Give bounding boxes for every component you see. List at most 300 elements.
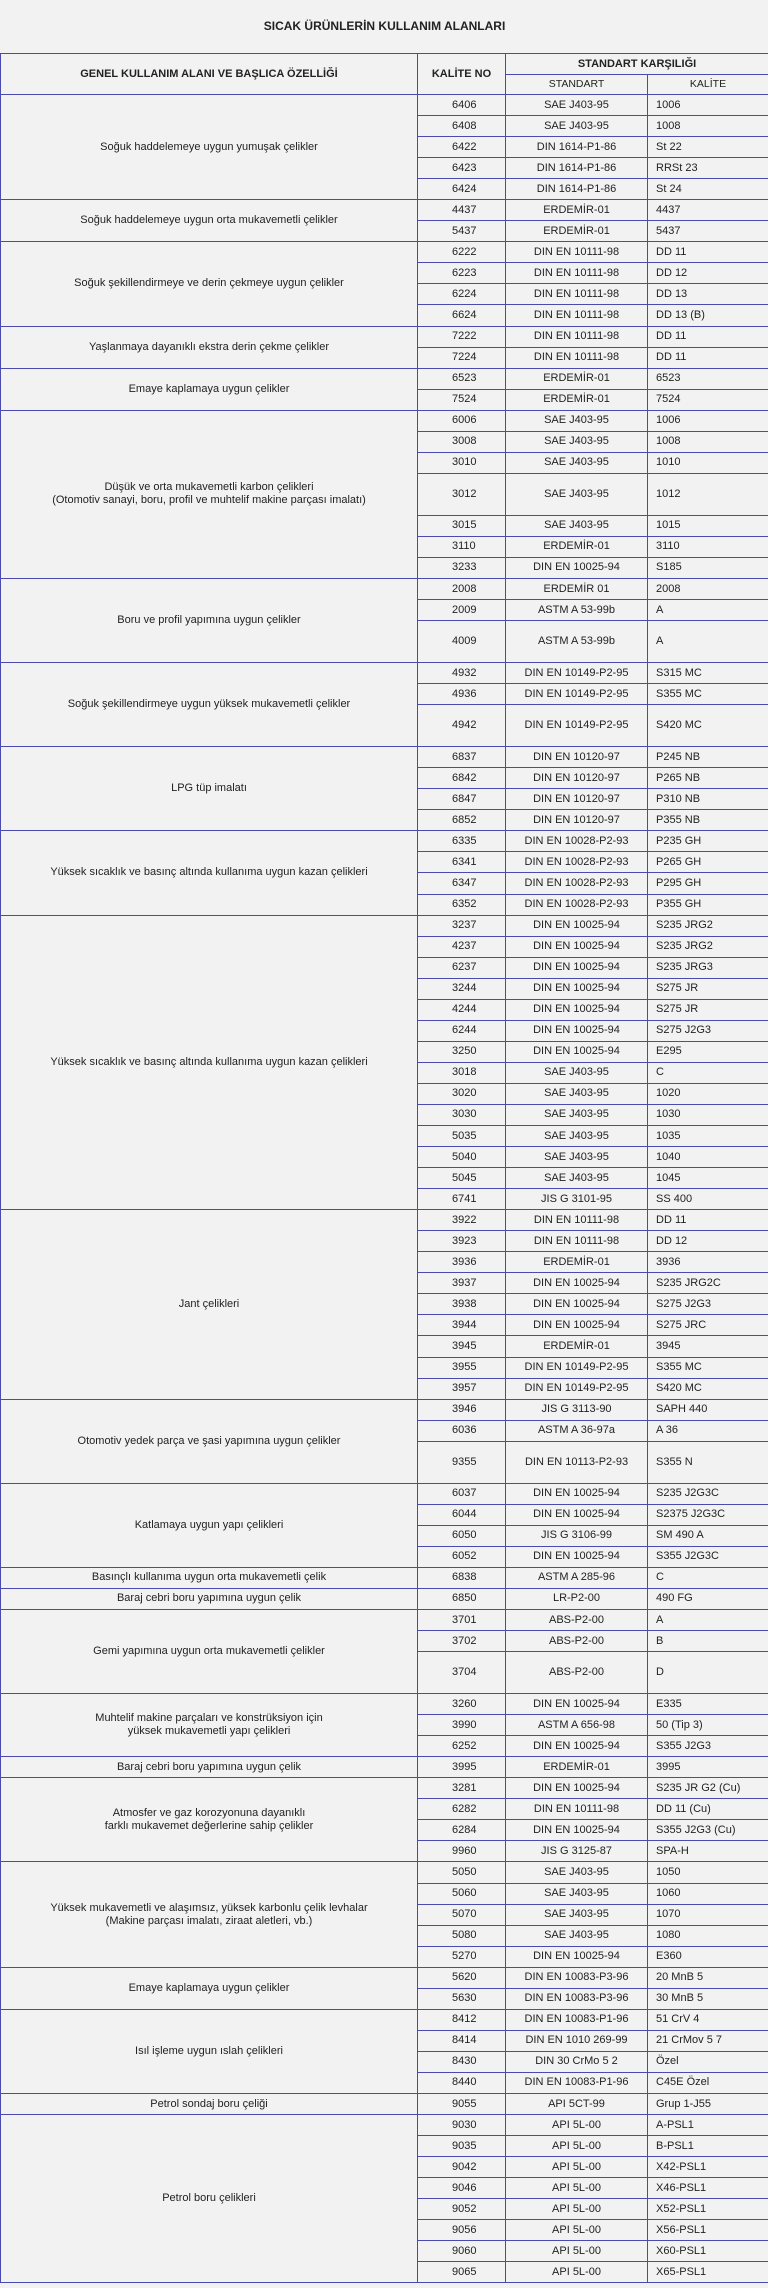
quality-cell: DD 11 — [648, 1210, 768, 1231]
standard-cell: DIN EN 10028-P2-93 — [506, 852, 648, 873]
usage-cell — [1, 578, 418, 662]
quality-no-cell: 6424 — [418, 179, 506, 200]
quality-cell: St 24 — [648, 179, 768, 200]
quality-no-cell: 6842 — [418, 768, 506, 789]
quality-no-cell: 3957 — [418, 1378, 506, 1399]
quality-cell: 7524 — [648, 389, 768, 410]
quality-no-cell: 5437 — [418, 221, 506, 242]
standard-cell: DIN EN 10025-94 — [506, 1820, 648, 1841]
quality-no-cell: 6050 — [418, 1525, 506, 1546]
standard-cell: DIN EN 10111-98 — [506, 284, 648, 305]
quality-no-cell: 4936 — [418, 684, 506, 705]
standard-cell: DIN EN 10149-P2-95 — [506, 663, 648, 684]
standard-cell: DIN EN 10120-97 — [506, 810, 648, 831]
quality-cell: 3995 — [648, 1757, 768, 1778]
usage-text: Yüksek sıcaklık ve basınç altında kullanıma uygun kazan çelikleri — [50, 866, 368, 879]
usage-cell — [1, 368, 418, 410]
standard-cell: DIN 1614-P1-86 — [506, 158, 648, 179]
table-row — [1, 95, 768, 116]
standard-cell: API 5CT-99 — [506, 2093, 648, 2114]
standard-cell: ABS-P2-00 — [506, 1652, 648, 1694]
quality-no-cell: 3945 — [418, 1336, 506, 1357]
quality-cell: SAPH 440 — [648, 1399, 768, 1420]
header-standard: STANDART — [506, 75, 648, 95]
quality-cell: 1045 — [648, 1168, 768, 1189]
standard-cell: DIN EN 10111-98 — [506, 1231, 648, 1252]
quality-cell: SS 400 — [648, 1189, 768, 1210]
standard-cell: DIN EN 10083-P1-96 — [506, 2072, 648, 2093]
quality-cell: Özel — [648, 2051, 768, 2072]
usage-text: Soğuk şekillendirmeye uygun yüksek mukavemetli çelikler — [67, 698, 351, 711]
quality-cell: 1030 — [648, 1104, 768, 1125]
quality-cell: P295 GH — [648, 873, 768, 894]
standard-cell: DIN EN 10025-94 — [506, 1778, 648, 1799]
table-row — [1, 1778, 768, 1799]
quality-cell: SM 490 A — [648, 1525, 768, 1546]
quality-cell: P265 GH — [648, 852, 768, 873]
usage-text: Emaye kaplamaya uygun çelikler — [128, 1981, 290, 1994]
standard-cell: ERDEMİR-01 — [506, 221, 648, 242]
usage-cell — [1, 1967, 418, 2009]
standard-cell: DIN EN 10028-P2-93 — [506, 873, 648, 894]
standard-cell: API 5L-00 — [506, 2220, 648, 2241]
standard-cell: DIN EN 10025-94 — [506, 936, 648, 957]
quality-cell: E335 — [648, 1694, 768, 1715]
usage-text: Düşük ve orta mukavemetli karbon çelikleri — [104, 481, 314, 494]
table-row — [1, 1399, 768, 1420]
quality-no-cell: 3250 — [418, 1041, 506, 1062]
quality-no-cell: 3701 — [418, 1610, 506, 1631]
standard-cell: DIN EN 10083-P3-96 — [506, 1967, 648, 1988]
table-row — [1, 1694, 768, 1715]
standard-cell: SAE J403-95 — [506, 116, 648, 137]
quality-cell: X60-PSL1 — [648, 2241, 768, 2262]
standard-cell: SAE J403-95 — [506, 1168, 648, 1189]
quality-no-cell: 5080 — [418, 1925, 506, 1946]
quality-no-cell: 9046 — [418, 2178, 506, 2199]
quality-no-cell: 3018 — [418, 1062, 506, 1083]
quality-cell: S235 JR G2 (Cu) — [648, 1778, 768, 1799]
quality-cell: 3110 — [648, 536, 768, 557]
standard-cell: DIN EN 10111-98 — [506, 305, 648, 326]
standard-cell: DIN 1614-P1-86 — [506, 179, 648, 200]
quality-cell: 1006 — [648, 95, 768, 116]
quality-no-cell: 6347 — [418, 873, 506, 894]
quality-cell: S355 MC — [648, 1357, 768, 1378]
standard-cell: ERDEMİR-01 — [506, 1336, 648, 1357]
quality-cell: S275 JRC — [648, 1315, 768, 1336]
usage-cell — [1, 1862, 418, 1967]
quality-no-cell: 9055 — [418, 2093, 506, 2114]
usage-cell — [1, 915, 418, 1210]
usage-cell — [1, 1694, 418, 1757]
quality-cell: 1008 — [648, 431, 768, 452]
standard-cell: SAE J403-95 — [506, 1126, 648, 1147]
usage-cell — [1, 1757, 418, 1778]
quality-no-cell: 4009 — [418, 621, 506, 663]
standard-cell: DIN EN 10111-98 — [506, 263, 648, 284]
table-row — [1, 1210, 768, 1231]
standard-cell: SAE J403-95 — [506, 1883, 648, 1904]
quality-no-cell: 3937 — [418, 1273, 506, 1294]
standard-cell: DIN EN 10025-94 — [506, 978, 648, 999]
table-title: SICAK ÜRÜNLERİN KULLANIM ALANLARI — [1, 0, 768, 54]
standard-cell: LR-P2-00 — [506, 1588, 648, 1609]
table-row — [1, 1588, 768, 1609]
standard-cell: ASTM A 36-97a — [506, 1420, 648, 1441]
quality-cell: 1020 — [648, 1083, 768, 1104]
quality-no-cell: 3938 — [418, 1294, 506, 1315]
usage-text: Yüksek mukavemetli ve alaşımsız, yüksek karbonlu çelik levhalar — [50, 1901, 368, 1914]
quality-cell: S275 J2G3 — [648, 1294, 768, 1315]
usage-text: Gemi yapımına uygun orta mukavemetli çelikler — [93, 1645, 325, 1658]
quality-no-cell: 2009 — [418, 600, 506, 621]
quality-cell: 1008 — [648, 116, 768, 137]
table-row — [1, 578, 768, 599]
quality-no-cell: 8440 — [418, 2072, 506, 2093]
standard-cell: ASTM A 53-99b — [506, 600, 648, 621]
quality-no-cell: 3955 — [418, 1357, 506, 1378]
quality-no-cell: 6252 — [418, 1736, 506, 1757]
quality-cell: DD 13 — [648, 284, 768, 305]
standard-cell: DIN 1614-P1-86 — [506, 137, 648, 158]
table-row — [1, 1483, 768, 1504]
quality-cell: 1006 — [648, 410, 768, 431]
quality-cell: 50 (Tip 3) — [648, 1715, 768, 1736]
usage-text: Basınçlı kullanıma uygun orta mukavemetli çelik — [91, 1571, 327, 1584]
standard-cell: SAE J403-95 — [506, 1104, 648, 1125]
quality-no-cell: 6422 — [418, 137, 506, 158]
usage-text: Soğuk haddelemeye uygun yumuşak çelikler — [100, 140, 318, 153]
table-body — [1, 95, 768, 2283]
quality-no-cell: 3260 — [418, 1694, 506, 1715]
quality-no-cell: 4244 — [418, 999, 506, 1020]
usage-text: Isıl işleme uygun ıslah çelikleri — [135, 2044, 283, 2057]
quality-no-cell: 6282 — [418, 1799, 506, 1820]
table-row — [1, 663, 768, 684]
quality-no-cell: 6847 — [418, 789, 506, 810]
quality-no-cell: 4237 — [418, 936, 506, 957]
quality-cell: 51 CrV 4 — [648, 2009, 768, 2030]
quality-no-cell: 6406 — [418, 95, 506, 116]
standard-cell: DIN EN 10025-94 — [506, 1946, 648, 1967]
table-row — [1, 326, 768, 347]
table-row — [1, 2115, 768, 2136]
usage-text-line2: farklı mukavemet değerlerine sahip çelikler — [104, 1819, 314, 1832]
standard-cell: SAE J403-95 — [506, 431, 648, 452]
quality-no-cell: 6037 — [418, 1483, 506, 1504]
quality-cell: B-PSL1 — [648, 2136, 768, 2157]
quality-no-cell: 9030 — [418, 2115, 506, 2136]
quality-cell: S235 JRG2 — [648, 915, 768, 936]
usage-text-line2: yüksek mukavemetli yapı çelikleri — [127, 1725, 291, 1738]
usage-text: Katlamaya uygun yapı çelikleri — [134, 1518, 284, 1531]
quality-cell: P245 NB — [648, 747, 768, 768]
standard-cell: DIN EN 10120-97 — [506, 747, 648, 768]
usage-text: Petrol boru çelikleri — [162, 2192, 256, 2205]
quality-cell: 1015 — [648, 515, 768, 536]
standard-cell: SAE J403-95 — [506, 452, 648, 473]
quality-no-cell: 3281 — [418, 1778, 506, 1799]
quality-cell: P235 GH — [648, 831, 768, 852]
quality-cell: SPA-H — [648, 1841, 768, 1862]
quality-no-cell: 3702 — [418, 1631, 506, 1652]
quality-cell: X65-PSL1 — [648, 2262, 768, 2283]
quality-cell: S235 JRG3 — [648, 957, 768, 978]
table-row — [1, 1567, 768, 1588]
quality-cell: DD 11 — [648, 326, 768, 347]
usage-cell — [1, 1778, 418, 1862]
quality-no-cell: 6352 — [418, 894, 506, 915]
quality-cell: S420 MC — [648, 1378, 768, 1399]
quality-no-cell: 6837 — [418, 747, 506, 768]
usage-text: Jant çelikleri — [178, 1297, 240, 1310]
quality-cell: S315 MC — [648, 663, 768, 684]
quality-cell: P265 NB — [648, 768, 768, 789]
quality-no-cell: 6223 — [418, 263, 506, 284]
standard-cell: ERDEMİR-01 — [506, 389, 648, 410]
usage-text: Atmosfer ve gaz korozyonuna dayanıklı — [112, 1806, 306, 1819]
table-row — [1, 1757, 768, 1778]
standard-cell: ASTM A 53-99b — [506, 621, 648, 663]
standard-cell: SAE J403-95 — [506, 1904, 648, 1925]
quality-cell: S2375 J2G3C — [648, 1504, 768, 1525]
quality-cell: 1040 — [648, 1147, 768, 1168]
standard-cell: DIN EN 10025-94 — [506, 1020, 648, 1041]
standard-cell: ASTM A 656-98 — [506, 1715, 648, 1736]
standard-cell: DIN EN 10025-94 — [506, 957, 648, 978]
standard-cell: SAE J403-95 — [506, 1083, 648, 1104]
quality-no-cell: 6423 — [418, 158, 506, 179]
quality-no-cell: 9065 — [418, 2262, 506, 2283]
quality-cell: 1012 — [648, 473, 768, 515]
standard-cell: DIN EN 10025-94 — [506, 1294, 648, 1315]
standard-cell: DIN EN 10120-97 — [506, 789, 648, 810]
quality-no-cell: 5045 — [418, 1168, 506, 1189]
standard-cell: DIN 30 CrMo 5 2 — [506, 2051, 648, 2072]
quality-cell: 21 CrMov 5 7 — [648, 2030, 768, 2051]
quality-no-cell: 6044 — [418, 1504, 506, 1525]
usage-cell — [1, 1483, 418, 1567]
quality-cell: X46-PSL1 — [648, 2178, 768, 2199]
standard-cell: DIN EN 10025-94 — [506, 1694, 648, 1715]
quality-no-cell: 6222 — [418, 242, 506, 263]
quality-cell: S275 JR — [648, 978, 768, 999]
standard-cell: API 5L-00 — [506, 2136, 648, 2157]
usage-cell — [1, 1610, 418, 1694]
usage-text-line2: (Makine parçası imalatı, ziraat aletleri, vb.) — [105, 1914, 313, 1927]
standard-cell: DIN EN 10111-98 — [506, 1799, 648, 1820]
quality-cell: 1080 — [648, 1925, 768, 1946]
standard-cell: DIN EN 10025-94 — [506, 1483, 648, 1504]
quality-cell: 1035 — [648, 1126, 768, 1147]
quality-no-cell: 3015 — [418, 515, 506, 536]
header-quality-no: KALİTE NO — [418, 54, 506, 95]
usage-text: Soğuk şekillendirmeye ve derin çekmeye uygun çelikler — [74, 277, 344, 290]
quality-no-cell: 6052 — [418, 1546, 506, 1567]
quality-cell: DD 11 (Cu) — [648, 1799, 768, 1820]
usage-cell — [1, 2009, 418, 2093]
usage-cell — [1, 2115, 418, 2283]
quality-no-cell: 9960 — [418, 1841, 506, 1862]
usage-cell — [1, 1210, 418, 1399]
standard-cell: DIN EN 10113-P2-93 — [506, 1441, 648, 1483]
quality-no-cell: 6741 — [418, 1189, 506, 1210]
quality-no-cell: 3237 — [418, 915, 506, 936]
standard-cell: DIN EN 10025-94 — [506, 1546, 648, 1567]
usage-cell — [1, 663, 418, 747]
standard-cell: ABS-P2-00 — [506, 1631, 648, 1652]
quality-no-cell: 3990 — [418, 1715, 506, 1736]
standard-cell: API 5L-00 — [506, 2262, 648, 2283]
quality-cell: P355 NB — [648, 810, 768, 831]
quality-no-cell: 6244 — [418, 1020, 506, 1041]
standard-cell: ASTM A 285-96 — [506, 1567, 648, 1588]
quality-cell: 3945 — [648, 1336, 768, 1357]
standard-cell: ERDEMİR-01 — [506, 1252, 648, 1273]
standard-cell: SAE J403-95 — [506, 410, 648, 431]
quality-cell: DD 13 (B) — [648, 305, 768, 326]
quality-no-cell: 8412 — [418, 2009, 506, 2030]
quality-no-cell: 3030 — [418, 1104, 506, 1125]
standard-cell: DIN EN 1010 269-99 — [506, 2030, 648, 2051]
standard-cell: DIN EN 10111-98 — [506, 1210, 648, 1231]
standard-cell: DIN EN 10025-94 — [506, 557, 648, 578]
quality-no-cell: 7524 — [418, 389, 506, 410]
quality-cell: Grup 1-J55 — [648, 2093, 768, 2114]
standard-cell: DIN EN 10149-P2-95 — [506, 1378, 648, 1399]
quality-no-cell: 3008 — [418, 431, 506, 452]
quality-no-cell: 6237 — [418, 957, 506, 978]
quality-no-cell: 9052 — [418, 2199, 506, 2220]
table-row — [1, 242, 768, 263]
quality-cell: A-PSL1 — [648, 2115, 768, 2136]
table-row — [1, 747, 768, 768]
quality-cell: S355 N — [648, 1441, 768, 1483]
quality-no-cell: 9042 — [418, 2157, 506, 2178]
quality-cell: S355 J2G3C — [648, 1546, 768, 1567]
table-row — [1, 200, 768, 221]
table-row — [1, 1967, 768, 1988]
standard-cell: DIN EN 10025-94 — [506, 1504, 648, 1525]
usage-text: Emaye kaplamaya uygun çelikler — [128, 382, 290, 395]
usage-text-line2: (Otomotiv sanayi, boru, profil ve muhtelif makine parçası imalatı) — [52, 494, 366, 507]
standard-cell: DIN EN 10083-P1-96 — [506, 2009, 648, 2030]
quality-cell: E360 — [648, 1946, 768, 1967]
usage-text: Yüksek sıcaklık ve basınç altında kullanıma uygun kazan çelikleri — [50, 1055, 368, 1068]
quality-cell: RRSt 23 — [648, 158, 768, 179]
quality-cell: DD 11 — [648, 347, 768, 368]
table-row — [1, 368, 768, 389]
standard-cell: API 5L-00 — [506, 2241, 648, 2262]
quality-no-cell: 5035 — [418, 1126, 506, 1147]
quality-no-cell: 6624 — [418, 305, 506, 326]
quality-cell: S355 J2G3 — [648, 1736, 768, 1757]
standard-cell: API 5L-00 — [506, 2157, 648, 2178]
usage-text: Soğuk haddelemeye uygun orta mukavemetli çelikler — [80, 214, 338, 227]
standard-cell: DIN EN 10149-P2-95 — [506, 684, 648, 705]
usage-cell — [1, 1399, 418, 1483]
usage-cell — [1, 1588, 418, 1609]
standard-cell: SAE J403-95 — [506, 95, 648, 116]
quality-cell: S275 JR — [648, 999, 768, 1020]
standard-cell: ERDEMİR-01 — [506, 536, 648, 557]
table-row — [1, 1610, 768, 1631]
standard-cell: DIN EN 10111-98 — [506, 242, 648, 263]
quality-no-cell: 5060 — [418, 1883, 506, 1904]
quality-cell: S185 — [648, 557, 768, 578]
quality-no-cell: 5630 — [418, 1988, 506, 2009]
quality-no-cell: 6341 — [418, 852, 506, 873]
quality-cell: 2008 — [648, 578, 768, 599]
usage-text: Petrol sondaj boru çeliği — [150, 2097, 268, 2110]
quality-cell: DD 12 — [648, 1231, 768, 1252]
quality-no-cell: 9035 — [418, 2136, 506, 2157]
standard-cell: ERDEMİR-01 — [506, 200, 648, 221]
usage-cell — [1, 410, 418, 578]
quality-cell: 1060 — [648, 1883, 768, 1904]
usage-cell — [1, 326, 418, 368]
quality-no-cell: 6850 — [418, 1588, 506, 1609]
quality-cell: C — [648, 1062, 768, 1083]
quality-no-cell: 6224 — [418, 284, 506, 305]
standard-cell: SAE J403-95 — [506, 1925, 648, 1946]
quality-cell: S355 MC — [648, 684, 768, 705]
quality-no-cell: 3012 — [418, 473, 506, 515]
standard-cell: ERDEMİR 01 — [506, 578, 648, 599]
quality-cell: X52-PSL1 — [648, 2199, 768, 2220]
standard-cell: DIN EN 10028-P2-93 — [506, 894, 648, 915]
quality-no-cell: 9355 — [418, 1441, 506, 1483]
table-row — [1, 410, 768, 431]
table-row — [1, 2093, 768, 2114]
standard-cell: DIN EN 10025-94 — [506, 1273, 648, 1294]
quality-cell: P355 GH — [648, 894, 768, 915]
quality-no-cell: 4437 — [418, 200, 506, 221]
standard-cell: DIN EN 10149-P2-95 — [506, 1357, 648, 1378]
quality-no-cell: 3233 — [418, 557, 506, 578]
usage-text: LPG tüp imalatı — [171, 782, 247, 795]
standard-cell: API 5L-00 — [506, 2199, 648, 2220]
quality-no-cell: 3020 — [418, 1083, 506, 1104]
standard-cell: DIN EN 10025-94 — [506, 1041, 648, 1062]
quality-cell: 30 MnB 5 — [648, 1988, 768, 2009]
standard-cell: JIS G 3106-99 — [506, 1525, 648, 1546]
usage-cell — [1, 2093, 418, 2114]
usage-cell — [1, 242, 418, 326]
usage-text: Yaşlanmaya dayanıklı ekstra derin çekme çelikler — [88, 340, 330, 353]
standard-cell: SAE J403-95 — [506, 1062, 648, 1083]
usage-text: Otomotiv yedek parça ve şasi yapımına uygun çelikler — [77, 1434, 341, 1447]
quality-no-cell: 3010 — [418, 452, 506, 473]
quality-cell: S235 JRG2C — [648, 1273, 768, 1294]
quality-cell: 1010 — [648, 452, 768, 473]
quality-cell: A — [648, 1610, 768, 1631]
table-row — [1, 2009, 768, 2030]
usage-cell — [1, 747, 418, 831]
quality-no-cell: 3995 — [418, 1757, 506, 1778]
quality-no-cell: 8414 — [418, 2030, 506, 2051]
quality-no-cell: 9056 — [418, 2220, 506, 2241]
standard-cell: ERDEMİR-01 — [506, 368, 648, 389]
usage-text: Baraj cebri boru yapımına uygun çelik — [116, 1760, 302, 1773]
quality-cell: S235 JRG2 — [648, 936, 768, 957]
usage-cell — [1, 831, 418, 915]
quality-no-cell: 6006 — [418, 410, 506, 431]
quality-cell: 6523 — [648, 368, 768, 389]
quality-cell: P310 NB — [648, 789, 768, 810]
quality-no-cell: 3110 — [418, 536, 506, 557]
